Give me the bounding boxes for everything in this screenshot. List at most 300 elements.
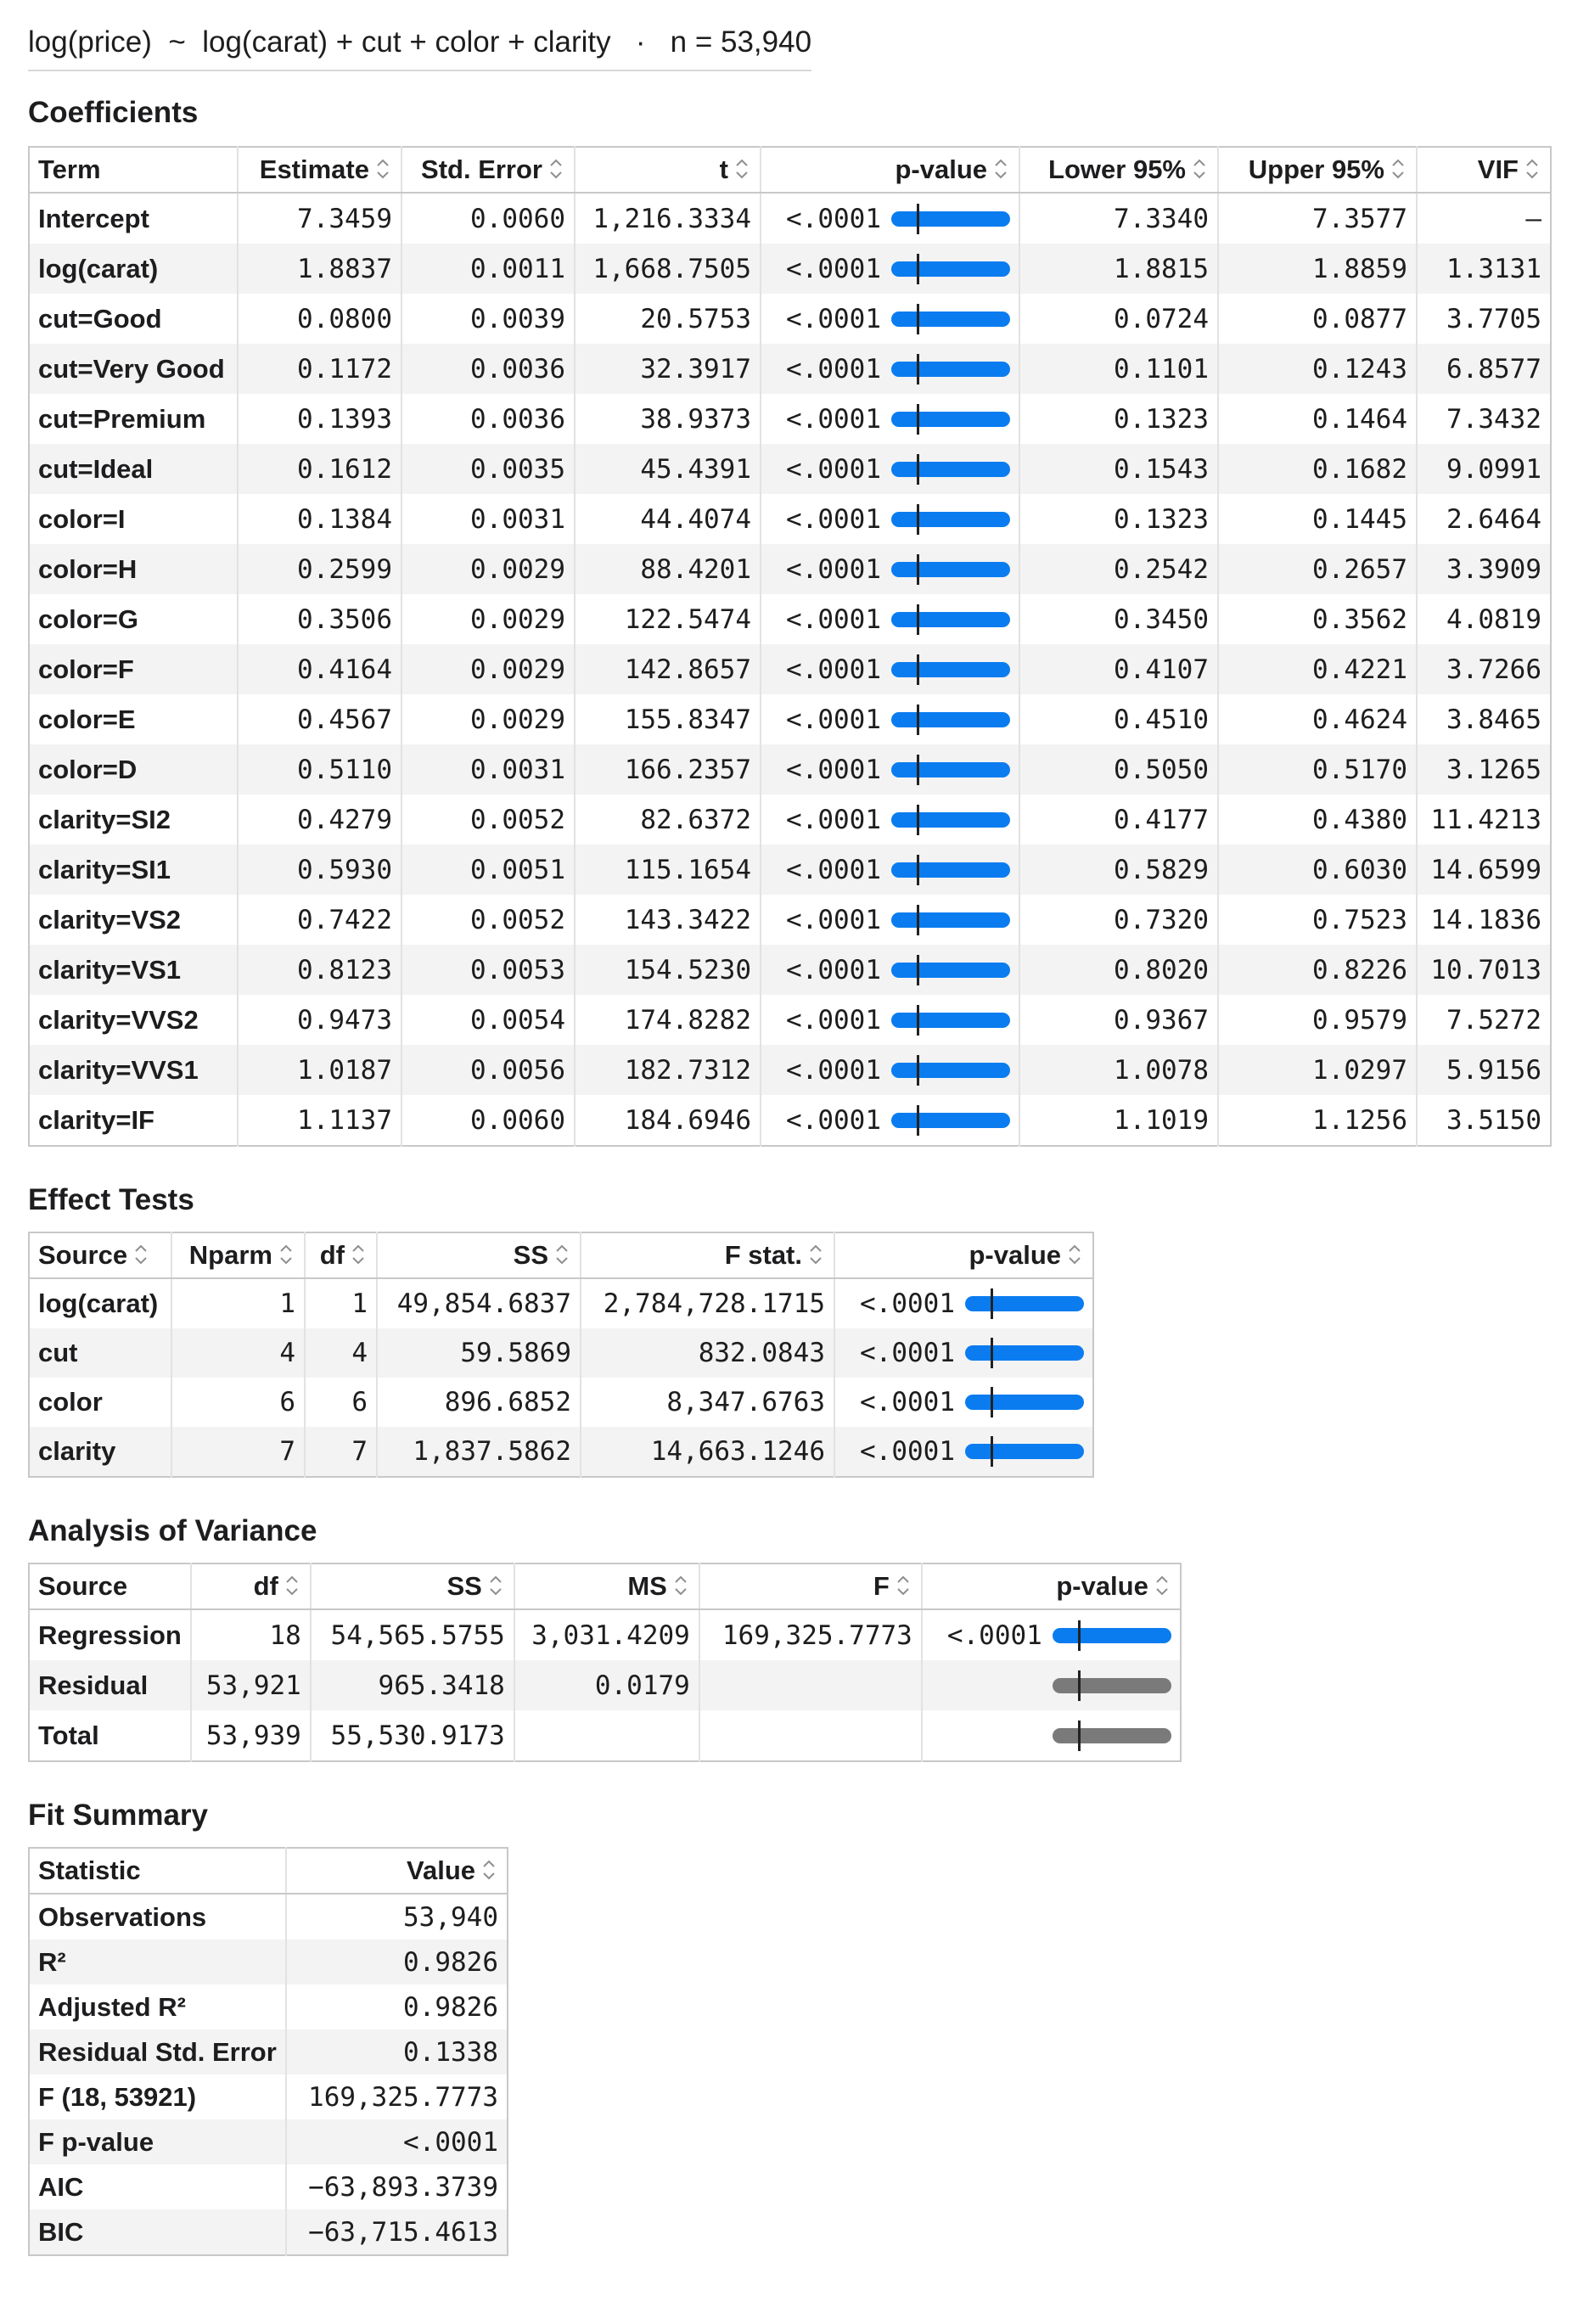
col-header-f[interactable] [699, 1563, 922, 1609]
statistic-cell: AIC [38, 2171, 84, 2202]
p-value-cell [761, 945, 1019, 995]
std-error-cell: 0.0031 [401, 494, 575, 544]
col-header-f-stat[interactable] [581, 1232, 834, 1278]
std-error-cell: 0.0029 [401, 644, 575, 694]
term-cell: clarity=VS2 [38, 904, 182, 935]
p-value-text: <.0001 [786, 503, 881, 535]
col-header-p-value[interactable] [922, 1563, 1181, 1609]
std-error-cell: 0.0054 [401, 995, 575, 1045]
p-value-text: <.0001 [786, 303, 881, 334]
source-cell: Total [38, 1720, 99, 1750]
p-value-bar [891, 812, 1010, 828]
lower-95-cell: 0.7320 [1019, 895, 1218, 945]
t-cell: 155.8347 [575, 694, 761, 744]
value-cell: 0.9826 [286, 1984, 508, 2029]
p-value-cell [761, 394, 1019, 444]
col-header-source [29, 1563, 191, 1609]
statistic-cell: Adjusted R² [38, 1991, 186, 2022]
col-header-df[interactable] [191, 1563, 311, 1609]
col-header-label: t [719, 154, 728, 184]
vif-cell: 11.4213 [1417, 794, 1551, 845]
p-value-cell [761, 1045, 1019, 1095]
table-row [29, 644, 1551, 694]
coefficients-table [28, 146, 1552, 1147]
source-cell: log(carat) [38, 1288, 159, 1318]
vif-cell: 14.1836 [1417, 895, 1551, 945]
p-value-threshold-tick [917, 454, 919, 485]
p-value-threshold-tick [991, 1387, 993, 1417]
p-value-bar [891, 362, 1010, 377]
t-cell: 184.6946 [575, 1095, 761, 1146]
sort-updown-icon[interactable] [277, 1242, 295, 1267]
lower-95-cell: 0.2542 [1019, 544, 1218, 594]
col-header-nparm[interactable] [171, 1232, 305, 1278]
p-value-bar [891, 1063, 1010, 1078]
col-header-label: Estimate [259, 154, 369, 184]
t-cell: 1,216.3334 [575, 193, 761, 244]
table-row [29, 444, 1551, 494]
term-cell: log(carat) [29, 244, 238, 294]
value-cell: <.0001 [286, 2119, 508, 2164]
sort-updown-icon[interactable] [1190, 156, 1209, 182]
p-value-bar [891, 312, 1010, 327]
vif-cell: 5.9156 [1417, 1045, 1551, 1095]
p-value-bar [891, 862, 1010, 878]
p-value-threshold-tick [917, 1055, 919, 1086]
upper-95-cell: 0.4221 [1218, 644, 1417, 694]
p-value-threshold-tick [917, 504, 919, 535]
value-cell: 169,325.7773 [286, 2074, 508, 2119]
col-header-df[interactable] [305, 1232, 377, 1278]
anova-table [28, 1563, 1182, 1762]
table-row [29, 193, 1551, 244]
fit-summary-heading: Fit Summary [28, 1799, 208, 1832]
p-value-cell [761, 845, 1019, 895]
p-value-bar [891, 1113, 1010, 1128]
term-cell: cut=Very Good [29, 344, 238, 394]
estimate-cell: 1.0187 [238, 1045, 401, 1095]
t-cell: 154.5230 [575, 945, 761, 995]
p-value-text: <.0001 [786, 403, 881, 435]
table-row [29, 2164, 508, 2209]
col-header-value[interactable] [286, 1848, 508, 1894]
table-row [29, 2074, 508, 2119]
sort-updown-icon[interactable] [1389, 156, 1407, 182]
vif-cell: 3.7266 [1417, 644, 1551, 694]
std-error-cell: 0.0029 [401, 594, 575, 644]
source-cell: cut [29, 1328, 171, 1378]
estimate-cell: 0.4279 [238, 794, 401, 845]
col-header-term [29, 147, 238, 193]
col-header-label: p-value [895, 154, 987, 184]
p-value-cell-content [931, 1620, 1171, 1651]
sort-updown-icon[interactable] [283, 1573, 301, 1598]
col-header-label: Value [407, 1855, 475, 1885]
lower-95-cell: 0.1543 [1019, 444, 1218, 494]
sort-updown-icon[interactable] [553, 1242, 571, 1267]
col-header-label: Source [38, 1571, 128, 1601]
p-value-threshold-tick [917, 304, 919, 334]
std-error-cell: 0.0051 [401, 845, 575, 895]
col-header-ss[interactable] [311, 1563, 514, 1609]
vif-cell: 14.6599 [1417, 845, 1551, 895]
std-error-cell: 0.0053 [401, 945, 575, 995]
p-value-bar [891, 261, 1010, 277]
sort-updown-icon[interactable] [373, 156, 392, 182]
term-cell: clarity=VVS1 [29, 1045, 238, 1095]
estimate-cell: 0.5110 [238, 744, 401, 794]
upper-95-cell: 0.3562 [1218, 594, 1417, 644]
nparm-cell: 6 [171, 1378, 305, 1427]
t-cell: 32.3917 [575, 344, 761, 394]
p-value-bar [891, 662, 1010, 677]
lower-95-cell: 0.1323 [1019, 494, 1218, 544]
t-cell: 122.5474 [575, 594, 761, 644]
anova-heading: Analysis of Variance [28, 1514, 317, 1547]
term-cell: color=G [38, 603, 139, 634]
col-header-label: df [253, 1571, 278, 1601]
estimate-cell: 1.8837 [238, 244, 401, 294]
table-row [29, 1328, 1093, 1378]
upper-95-cell: 0.4380 [1218, 794, 1417, 845]
p-value-cell-content [770, 204, 1010, 234]
p-value-text: <.0001 [786, 203, 881, 234]
term-cell: color=H [29, 544, 238, 594]
df-cell: 18 [191, 1609, 311, 1660]
p-value-cell [834, 1278, 1093, 1328]
col-header-label: SS [446, 1571, 482, 1601]
col-header-label: df [319, 1240, 345, 1270]
p-value-threshold-tick [991, 1436, 993, 1467]
sort-updown-icon[interactable] [547, 156, 565, 182]
estimate-cell: 0.1393 [238, 394, 401, 444]
std-error-cell: 0.0052 [401, 895, 575, 945]
p-value-text: <.0001 [786, 553, 881, 585]
t-cell: 88.4201 [575, 544, 761, 594]
p-value-threshold-tick [917, 254, 919, 284]
df-cell: 1 [305, 1278, 377, 1328]
p-value-bar [965, 1444, 1084, 1459]
table-row [29, 1427, 1093, 1477]
sort-updown-icon[interactable] [671, 1573, 690, 1598]
p-value-bar [891, 512, 1010, 527]
upper-95-cell: 0.8226 [1218, 945, 1417, 995]
value-cell: −63,893.3739 [286, 2164, 508, 2209]
table-row [29, 895, 1551, 945]
std-error-cell: 0.0011 [401, 244, 575, 294]
lower-95-cell: 7.3340 [1019, 193, 1218, 244]
col-header-label: p-value [969, 1240, 1061, 1270]
std-error-cell: 0.0036 [401, 394, 575, 444]
statistic-cell: Residual Std. Error [29, 2029, 286, 2074]
term-cell: color=I [38, 503, 126, 534]
f-cell [699, 1710, 922, 1761]
upper-95-cell: 0.0877 [1218, 294, 1417, 344]
p-value-cell-content [844, 1288, 1084, 1319]
col-header-label: F stat. [724, 1240, 802, 1270]
upper-95-cell: 1.0297 [1218, 1045, 1417, 1095]
p-value-cell-content [844, 1436, 1084, 1467]
f-stat-cell: 2,784,728.1715 [581, 1278, 834, 1328]
vif-cell: 9.0991 [1417, 444, 1551, 494]
p-value-cell-content [770, 604, 1010, 635]
estimate-cell: 0.0800 [238, 294, 401, 344]
lower-95-cell: 0.5829 [1019, 845, 1218, 895]
sort-updown-icon[interactable] [1153, 1573, 1171, 1598]
p-value-bar [891, 462, 1010, 477]
sort-updown-icon[interactable] [349, 1242, 368, 1267]
source-cell: Residual [29, 1660, 191, 1710]
term-cell: cut=Ideal [29, 444, 238, 494]
p-value-threshold-tick [917, 554, 919, 585]
coefficients-heading: Coefficients [28, 96, 199, 129]
upper-95-cell: 0.2657 [1218, 544, 1417, 594]
nparm-cell: 4 [171, 1328, 305, 1378]
p-value-cell [922, 1609, 1181, 1660]
col-header-label: Lower 95% [1048, 154, 1186, 184]
p-value-cell-content [770, 1055, 1010, 1086]
col-header-ss[interactable] [377, 1232, 581, 1278]
t-cell: 44.4074 [575, 494, 761, 544]
estimate-cell: 0.8123 [238, 945, 401, 995]
col-header-estimate[interactable] [238, 147, 401, 193]
ss-cell: 896.6852 [377, 1378, 581, 1427]
f-cell [699, 1660, 922, 1710]
col-header-p-value[interactable] [761, 147, 1019, 193]
statistic-cell: R² [29, 1939, 286, 1984]
p-value-cell [761, 744, 1019, 794]
nparm-cell: 1 [171, 1278, 305, 1328]
p-value-bar [1053, 1728, 1171, 1743]
p-value-cell-content [770, 554, 1010, 585]
col-header-std-error[interactable] [401, 147, 575, 193]
col-header-upper-95[interactable] [1218, 147, 1417, 193]
table-row [29, 1984, 508, 2029]
lower-95-cell: 0.4107 [1019, 644, 1218, 694]
ss-cell: 55,530.9173 [311, 1710, 514, 1761]
sort-updown-icon[interactable] [806, 1242, 825, 1267]
col-header-p-value[interactable] [834, 1232, 1093, 1278]
sort-updown-icon[interactable] [733, 156, 751, 182]
p-value-threshold-tick [917, 955, 919, 985]
upper-95-cell: 0.1445 [1218, 494, 1417, 544]
col-header-label: Upper 95% [1248, 154, 1384, 184]
p-value-bar [891, 712, 1010, 727]
t-cell: 82.6372 [575, 794, 761, 845]
table-row [29, 995, 1551, 1045]
p-value-threshold-tick [917, 1005, 919, 1036]
vif-cell: 2.6464 [1417, 494, 1551, 544]
p-value-text: <.0001 [786, 704, 881, 735]
effect-tests-table [28, 1232, 1094, 1478]
p-value-threshold-tick [917, 654, 919, 685]
p-value-bar [891, 762, 1010, 777]
value-cell: −63,715.4613 [286, 2209, 508, 2255]
col-header-source[interactable] [29, 1232, 171, 1278]
table-row [29, 294, 1551, 344]
term-cell: clarity=SI1 [29, 845, 238, 895]
p-value-cell-content [770, 1105, 1010, 1136]
p-value-cell [761, 995, 1019, 1045]
source-cell: Regression [38, 1620, 182, 1650]
p-value-threshold-tick [917, 855, 919, 885]
p-value-threshold-tick [1078, 1620, 1081, 1651]
upper-95-cell: 0.4624 [1218, 694, 1417, 744]
p-value-bar [965, 1296, 1084, 1311]
df-cell: 53,939 [191, 1710, 311, 1761]
nparm-cell: 7 [171, 1427, 305, 1477]
p-value-cell [761, 794, 1019, 845]
lower-95-cell: 1.0078 [1019, 1045, 1218, 1095]
statistic-cell: Observations [38, 1901, 207, 1932]
col-header-vif[interactable] [1417, 147, 1551, 193]
p-value-text: <.0001 [786, 1104, 881, 1136]
p-value-bar [891, 1013, 1010, 1028]
p-value-cell [761, 644, 1019, 694]
p-value-cell-content [770, 654, 1010, 685]
col-header-ms[interactable] [514, 1563, 699, 1609]
lower-95-cell: 0.1101 [1019, 344, 1218, 394]
upper-95-cell: 0.1464 [1218, 394, 1417, 444]
upper-95-cell: 0.1243 [1218, 344, 1417, 394]
table-row [29, 2209, 508, 2255]
sort-updown-icon[interactable] [894, 1573, 912, 1598]
p-value-cell [834, 1378, 1093, 1427]
vif-cell: 3.5150 [1417, 1095, 1551, 1146]
upper-95-cell: 1.8859 [1218, 244, 1417, 294]
sort-updown-icon[interactable] [1065, 1242, 1084, 1267]
fit-summary-table [28, 1847, 508, 2256]
table-row [29, 1378, 1093, 1427]
lower-95-cell: 0.9367 [1019, 995, 1218, 1045]
p-value-cell [761, 193, 1019, 244]
p-value-bar [891, 912, 1010, 928]
p-value-cell-content [770, 805, 1010, 835]
t-cell: 142.8657 [575, 644, 761, 694]
p-value-text: <.0001 [946, 1620, 1042, 1651]
upper-95-cell: 0.1682 [1218, 444, 1417, 494]
vif-cell: 3.7705 [1417, 294, 1551, 344]
ms-cell [514, 1710, 699, 1761]
col-header-t[interactable] [575, 147, 761, 193]
estimate-cell: 0.1612 [238, 444, 401, 494]
estimate-cell: 0.2599 [238, 544, 401, 594]
p-value-text: <.0001 [786, 754, 881, 785]
p-value-text: <.0001 [786, 954, 881, 985]
p-value-threshold-tick [917, 905, 919, 935]
sort-updown-icon[interactable] [486, 1573, 505, 1598]
p-value-threshold-tick [917, 354, 919, 385]
std-error-cell: 0.0060 [401, 193, 575, 244]
p-value-cell [761, 494, 1019, 544]
table-row [29, 494, 1551, 544]
table-row [29, 1045, 1551, 1095]
upper-95-cell: 0.9579 [1218, 995, 1417, 1045]
source-cell: clarity [29, 1427, 171, 1477]
term-cell: color=D [29, 744, 238, 794]
vif-cell: 4.0819 [1417, 594, 1551, 644]
f-cell: 169,325.7773 [699, 1609, 922, 1660]
estimate-cell: 0.3506 [238, 594, 401, 644]
t-cell: 174.8282 [575, 995, 761, 1045]
lower-95-cell: 0.5050 [1019, 744, 1218, 794]
ms-cell: 3,031.4209 [514, 1609, 699, 1660]
table-row [29, 694, 1551, 744]
p-value-text: <.0001 [860, 1436, 955, 1467]
p-value-threshold-tick [917, 704, 919, 735]
table-row [29, 244, 1551, 294]
effect-tests-header-row [29, 1232, 1093, 1278]
p-value-cell-content [770, 404, 1010, 435]
p-value-cell-content [844, 1387, 1084, 1417]
table-row [29, 1609, 1181, 1660]
col-header-label: SS [513, 1240, 548, 1270]
p-value-cell [834, 1427, 1093, 1477]
p-value-text: <.0001 [786, 253, 881, 284]
table-row [29, 2029, 508, 2074]
vif-cell: 7.3432 [1417, 394, 1551, 444]
table-row [29, 794, 1551, 845]
term-cell: clarity=VS1 [29, 945, 238, 995]
p-value-text: <.0001 [786, 654, 881, 685]
model-formula: log(price) ~ log(carat) + cut + color + clarity · n = 53,940 [28, 25, 811, 71]
col-header-label: MS [627, 1571, 667, 1601]
p-value-cell-content [770, 354, 1010, 385]
p-value-bar [965, 1395, 1084, 1410]
df-cell: 6 [305, 1378, 377, 1427]
p-value-text: <.0001 [860, 1387, 955, 1417]
anova-header-row [29, 1563, 1181, 1609]
std-error-cell: 0.0052 [401, 794, 575, 845]
sort-updown-icon[interactable] [1523, 156, 1541, 182]
vif-cell: 3.3909 [1417, 544, 1551, 594]
col-header-label: Nparm [188, 1240, 272, 1270]
term-cell: clarity=VVS2 [38, 1004, 199, 1035]
vif-cell: 3.8465 [1417, 694, 1551, 744]
p-value-cell-content [770, 304, 1010, 334]
table-row [29, 744, 1551, 794]
estimate-cell: 0.4567 [238, 694, 401, 744]
p-value-threshold-tick [917, 604, 919, 635]
upper-95-cell: 0.5170 [1218, 744, 1417, 794]
p-value-threshold-tick [1078, 1721, 1081, 1751]
effect-tests-heading: Effect Tests [28, 1183, 194, 1216]
p-value-threshold-tick [1078, 1670, 1081, 1701]
p-value-text: <.0001 [786, 904, 881, 935]
col-header-label: Source [38, 1240, 128, 1270]
sort-updown-icon[interactable] [132, 1242, 150, 1267]
ss-cell: 965.3418 [311, 1660, 514, 1710]
table-row [29, 1660, 1181, 1710]
table-row [29, 1894, 508, 1939]
sort-updown-icon[interactable] [480, 1857, 498, 1883]
col-header-label: VIF [1477, 154, 1519, 184]
effect-tests-body [29, 1278, 1093, 1477]
ss-cell: 59.5869 [377, 1328, 581, 1378]
term-cell: Intercept [38, 203, 149, 233]
col-header-label: Std. Error [421, 154, 542, 184]
ss-cell: 1,837.5862 [377, 1427, 581, 1477]
col-header-lower-95[interactable] [1019, 147, 1218, 193]
value-cell: 0.1338 [286, 2029, 508, 2074]
p-value-cell [761, 294, 1019, 344]
sort-updown-icon[interactable] [991, 156, 1010, 182]
p-value-cell [761, 694, 1019, 744]
table-row [29, 945, 1551, 995]
p-value-bar [891, 612, 1010, 627]
p-value-threshold-tick [917, 404, 919, 435]
lower-95-cell: 0.4510 [1019, 694, 1218, 744]
